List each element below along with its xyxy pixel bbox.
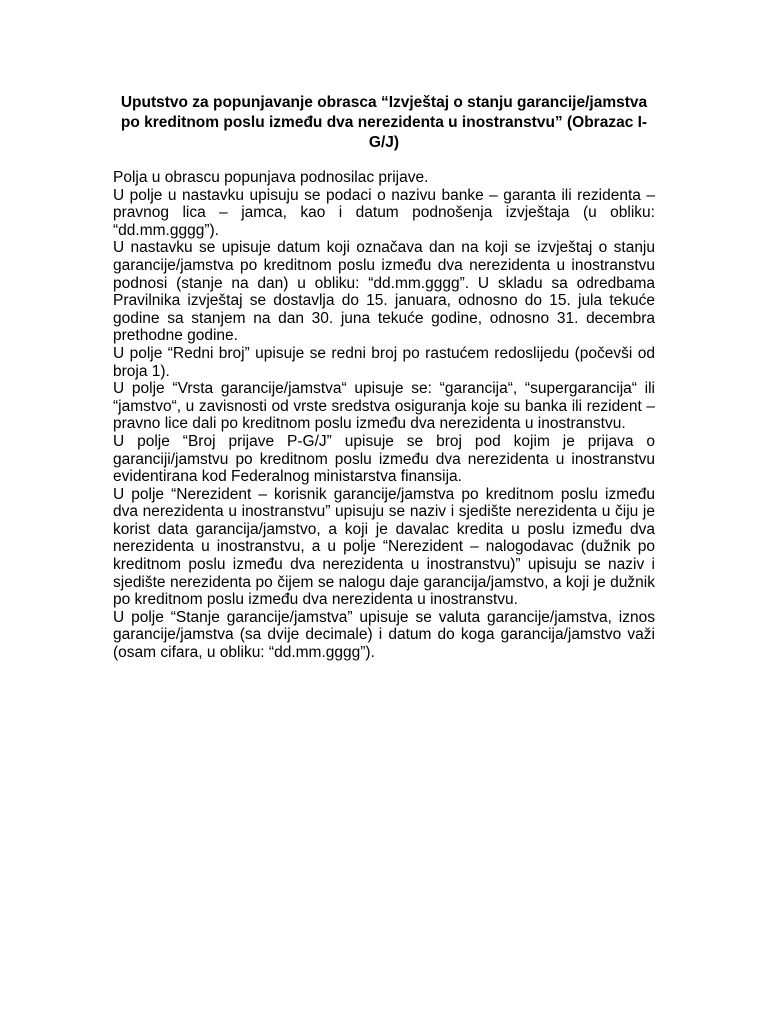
paragraph-guarantee-type: U polje “Vrsta garancije/jamstva“ upisuje se: “garancija“, “supergarancija“ ili “jamstvo“, u zavisnosti od vrste sredstva osiguranja koje su banka ili rezident – pravno lice dali po kreditnom poslu između dva nerezidenta u inostranstvu.	[113, 380, 655, 433]
paragraph-intro: Polja u obrascu popunjava podnosilac prijave.	[113, 169, 429, 186]
document-title: Uputstvo za popunjavanje obrasca “Izvještaj o stanju garancije/jamstva po kreditnom poslu između dva nerezidenta u inostranstvu” (Obrazac I-G/J)	[120, 94, 648, 151]
paragraph-guarantee-status: U polje “Stanje garancije/jamstva” upisuje se valuta garancije/jamstva, iznos garancije/jamstva (sa dvije decimale) i datum do koga garancija/jamstvo važi (osam cifara, u obliku: “dd.mm.gggg”).	[113, 608, 655, 662]
paragraph-application-number: U polje “Broj prijave P-G/J” upisuje se broj pod kojim je prijava o garanciji/jamstvu po kreditnom poslu između dva nerezidenta u inostranstvu evidentirana kod Federalnog ministarstva finansija.	[113, 432, 655, 486]
paragraph-serial-number: U polje “Redni broj” upisuje se redni broj po rastućem redoslijedu (počevši od broja 1).	[113, 344, 655, 380]
paragraph-report-date: U nastavku se upisuje datum koji označava dan na koji se izvještaj o stanju garancije/jamstva po kreditnom poslu između dva nerezidenta u inostranstvu podnosi (stanje na dan) u obliku: “dd.mm.gggg”. U skladu sa odredbama Pravilnika izvještaj se dostavlja do 15. januara, odnosno do 15. jula tekuće godine sa stanjem na dan 30. juna tekuće godine, odnosno 31. decembra prethodne godine.	[113, 239, 655, 345]
document-body	[113, 169, 655, 662]
paragraph-nonresident: U polje “Nerezident – korisnik garancije/jamstva po kreditnom poslu između dva nerezidenta u inostranstvu” upisuju se naziv i sjedište nerezidenta u čiju je korist data garancija/jamstvo, a koji je davalac kredita u poslu između dva nerezidenta u inostranstvu, a u polje “Nerezident – nalogodavac (dužnik po kreditnom poslu između dva nerezidenta u inostranstvu)” upisuju se naziv i sjedište nerezidenta po čijem se nalogu daje garancija/jamstvo, a koji je dužnik po kreditnom poslu između dva nerezidenta u inostranstvu.	[113, 485, 655, 609]
paragraph-bank-name: U polje u nastavku upisuju se podaci o nazivu banke – garanta ili rezidenta – pravnog lica – jamca, kao i datum podnošenja izvještaja (u obliku: “dd.mm.gggg”).	[113, 186, 655, 239]
